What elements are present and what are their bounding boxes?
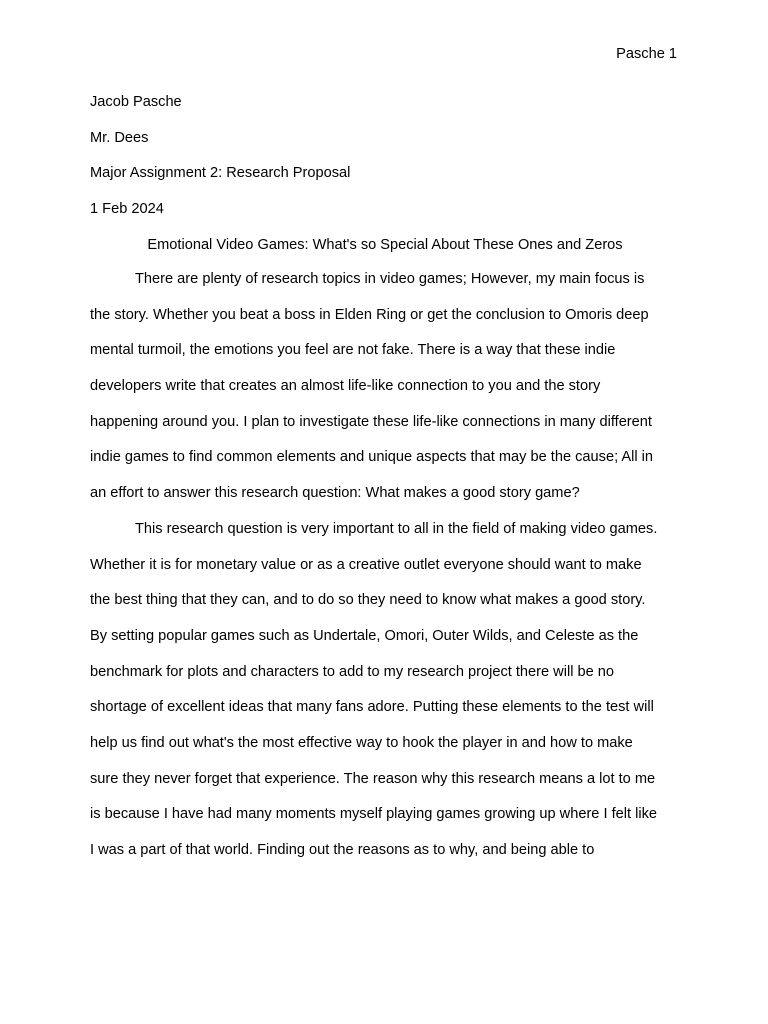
body-line: benchmark for plots and characters to add to my research project there will be no: [90, 663, 615, 680]
body-line-paragraph-2-start: This research question is very important to all in the field of making video games.: [135, 520, 658, 537]
author-name: Jacob Pasche: [90, 94, 182, 110]
body-line: Whether it is for monetary value or as a creative outlet everyone should want to make: [90, 556, 642, 573]
body-line: the best thing that they can, and to do so they need to know what makes a good story.: [90, 592, 646, 609]
assignment-name: Major Assignment 2: Research Proposal: [90, 165, 351, 181]
body-line-paragraph-1-start: There are plenty of research topics in video games; However, my main focus is: [135, 271, 645, 287]
body-line: help us find out what's the most effective way to hook the player in and how to make: [90, 734, 633, 751]
body-line: I was a part of that world. Finding out the reasons as to why, and being able to: [90, 842, 595, 858]
body-line: By setting popular games such as Undertale, Omori, Outer Wilds, and Celeste as the: [90, 627, 639, 644]
body-line: the story. Whether you beat a boss in Elden Ring or get the conclusion to Omoris deep: [90, 306, 649, 323]
document-date: 1 Feb 2024: [90, 200, 164, 217]
body-line: mental turmoil, the emotions you feel are not fake. There is a way that these indie: [90, 342, 616, 359]
body-line: happening around you. I plan to investigate these life-like connections in many different: [90, 413, 652, 430]
mla-heading: [90, 93, 680, 235]
body-line: indie games to find common elements and unique aspects that may be the cause; All in: [90, 449, 653, 466]
body-line: an effort to answer this research question: What makes a good story game?: [90, 485, 580, 502]
body-line: sure they never forget that experience. The reason why this research means a lot to me: [90, 770, 656, 787]
body-line: developers write that creates an almost life-like connection to you and the story: [90, 378, 601, 395]
instructor-name: Mr. Dees: [90, 129, 149, 146]
running-head: Pasche 1: [616, 46, 677, 62]
body-text: [90, 262, 682, 869]
body-line: is because I have had many moments myself playing games growing up where I felt like: [90, 806, 658, 823]
body-line: shortage of excellent ideas that many fans adore. Putting these elements to the test will: [90, 699, 654, 716]
paper-title: Emotional Video Games: What's so Special About These Ones and Zeros: [147, 237, 623, 253]
